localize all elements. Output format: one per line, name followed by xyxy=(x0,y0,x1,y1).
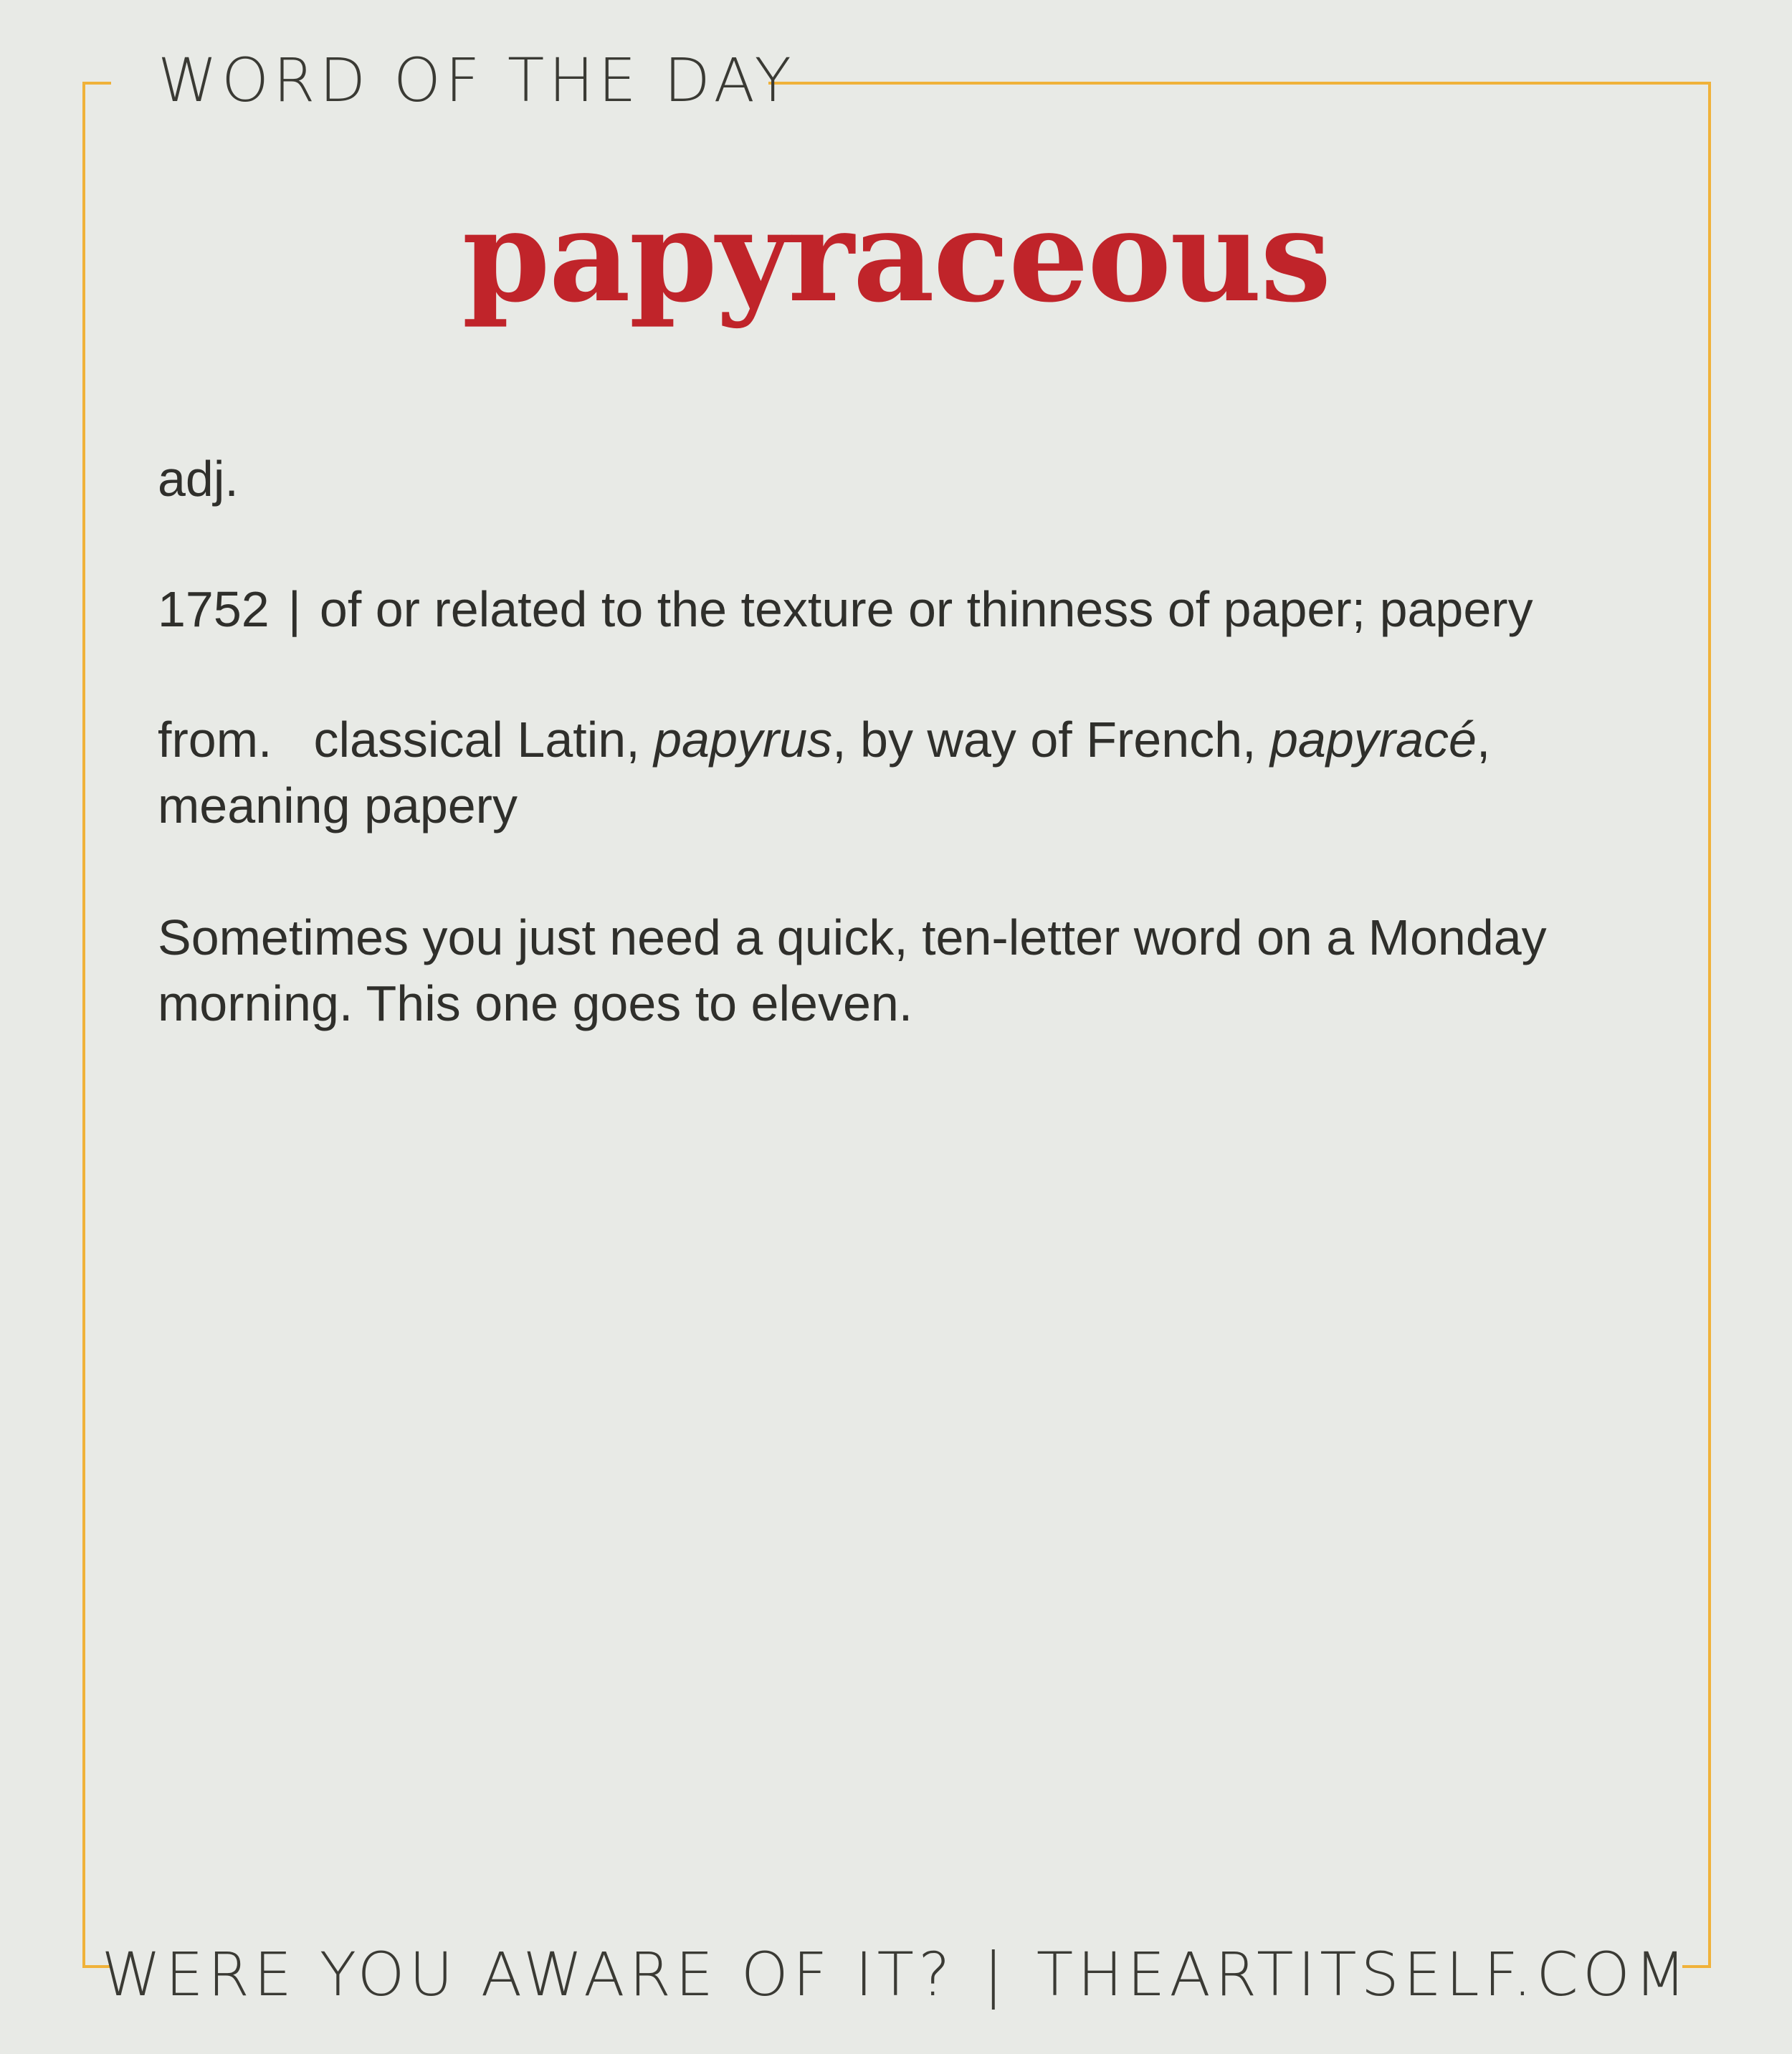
etymology-term-2: papyracé xyxy=(1269,712,1477,768)
header-title: WORD OF THE DAY xyxy=(158,45,796,115)
note: Sometimes you just need a quick, ten-letter word on a Monday morning. This one goes to eleven. xyxy=(158,909,1547,1031)
part-of-speech: adj. xyxy=(158,451,239,507)
footer-tagline: WERE YOU AWARE OF IT? xyxy=(101,1939,955,2010)
footer-site: THEARTITSELF.COM xyxy=(1036,1939,1691,2010)
frame-top-left xyxy=(82,82,111,85)
year: 1752 xyxy=(158,581,270,637)
frame-right xyxy=(1708,82,1711,1968)
definition-line xyxy=(158,576,1634,642)
frame-left xyxy=(82,82,85,1968)
word-title: papyraceous xyxy=(462,182,1330,330)
footer xyxy=(0,1935,1792,2014)
etymology-text-2: , by way of French, xyxy=(832,712,1270,768)
etymology xyxy=(158,707,1634,839)
etymology-text-1: classical Latin, xyxy=(313,712,654,768)
frame-top-right xyxy=(768,82,1711,85)
footer-separator: | xyxy=(983,1939,1008,2010)
etymology-label: from. xyxy=(158,712,272,768)
etymology-term-1: papyrus xyxy=(654,712,833,768)
etymology-text-3: , meaning papery xyxy=(158,712,1491,833)
definition: of or related to the texture or thinness of paper; papery xyxy=(319,581,1533,637)
definition-separator: | xyxy=(287,581,301,637)
